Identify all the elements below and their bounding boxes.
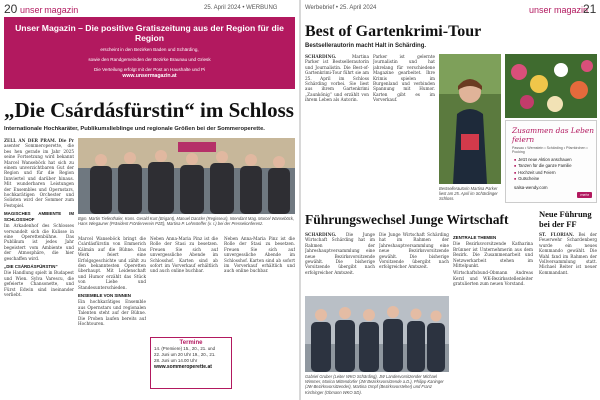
article-column-1 [305, 54, 369, 204]
termine-box [150, 337, 232, 389]
jw-group-caption: Gabriel Gruber (Leiter WKO Schärding), JW Landesvorsitzender Michael Wimmer, Marina Mittendorfer (JW Bezirksvorsitzende a.D.), Philipp Kaninger (JW-Bezirksvorsitzender), Martina Ornpf (Bezirksvorsteher) und Franz Kirchinger (Obmann WKO SD). [305, 374, 444, 395]
subheading: ENSEMBLE VON SINNEN [78, 293, 131, 299]
header-brand [20, 5, 78, 15]
article-column-3 [150, 236, 218, 334]
ad-more-button[interactable]: mehr [577, 192, 592, 198]
column-text: Wirtschaftsbund-Obmann Andreas Kerzl und WK-Bezirksstellenleiter gratulierten zum neuen Vorstand. [453, 270, 533, 287]
article-headline: Best of Gartenkrimi-Tour [305, 23, 482, 40]
column-text: Die Junge Wirtschaft Schärding hat im Rahmen der Jahreshauptversammlung eine neue Bezirksvorsitzende gewählt. Die bisherige Vorsitzende übergibt nach erfolgreicher Amtszeit. [379, 232, 449, 270]
author-photo-image [439, 54, 501, 184]
brand-magazin: magazin [44, 5, 79, 15]
column-text: Die Junge Wirtschaft Schärding hat im Rahmen der Jahreshauptversammlung eine neue Bezirksvorsitzende gewählt. Die bisherige Vorsitzende übergibt nach erfolgreicher Amtszeit. [305, 232, 375, 275]
ad-list-item: ■ Gutscheine [514, 176, 596, 182]
dateline: ZELL AN DER PRAM. Die Pr [4, 138, 74, 143]
flowers-image [505, 54, 597, 118]
brand-label: unser magazin [529, 5, 589, 15]
article-column-2 [78, 236, 146, 394]
dateline: SCHÄRDING. [305, 232, 337, 237]
promo-banner [4, 17, 295, 89]
page-number: 21 [583, 2, 597, 16]
column-text: asenter Sommeroperette, die bes hen gerade im Jahr 2025 seine Fortsetzung wird bekannt Marcel Wanseböck hat sich zu einem unverzichtbaren Gut der Region und für die Region Innviertel und darüber hinaus. Mit wunderbaren Leistungen der Ensembles und Opernstars, hochkarätigen Orchester und Solisten wird der Sommer zum Festspiel. [4, 143, 74, 208]
article-subhead: Internationale Hochkaräter, Publikumslieblinge und regionale Größen bei der Sommeroperette. [4, 126, 265, 132]
article-subhead: Bestsellerautorin macht Halt in Schärding. [305, 43, 427, 49]
column-text: Ein hochkarätiges Ensemble aus Opernstars und regionalen Talenten steht auf der Bühne. Die Proben laufen bereits auf Hochtouren. [78, 299, 146, 327]
column-text: Bei der Feuerwehr Schardenberg wurde ein neues Kommando gewählt. Die Wahl fand im Rahmen der Vollversammlung statt. Michael Reiter ist neuer Kommandant. [539, 232, 597, 275]
brand-label: unser [20, 5, 43, 15]
page-number: 20 [4, 2, 18, 16]
dateline: ST. FLORIAN. [539, 232, 574, 237]
subheading: „DIE CSÁRDÁSFÜRSTIN“ [4, 263, 58, 269]
article-column-2 [373, 54, 435, 204]
column-text: Marcel Wanseböck bringt die Csárdásfürstin von Emmerich Kálmán auf die Bühne. Das Werk feiert eine Erfolgsgeschichte und zählt zu den bekanntesten Operetten überhaupt. Mit Leidenschaft und Humor erzählt das Stück von Liebe und Standesunterschieden. [78, 236, 146, 290]
ff-article-column [539, 232, 597, 394]
ad-list-item: ■ Jetzt neue Aktion anschauen [514, 157, 596, 163]
article-column-1 [4, 138, 74, 394]
header-brand [529, 5, 588, 15]
article-column-3 [453, 232, 533, 394]
column-text: Die Handlung spielt in Budapest und Wien. Sylva Varescu, die gefeierte Chansonette, und Fürst Edwin sind ineinander verliebt. [4, 270, 74, 297]
subheading: MAGISCHES AMBIENTE IM SCHLOSSHOF [4, 211, 74, 222]
author-photo [439, 54, 501, 184]
jw-group-image [305, 296, 449, 372]
ad-list-item: ■ Hochzeit und Feiern [514, 170, 596, 176]
article-column-1 [305, 232, 375, 294]
termine-title: Termine [179, 340, 203, 346]
termine-line: 28. Juni um 14.00 Uhr [154, 357, 198, 363]
flowers-photo [505, 54, 597, 118]
author-caption: Bestsellerautorin Martina Parker liest am 25. April im Schärdinger Schloss. [439, 186, 498, 202]
termine-url[interactable]: www.sommeroperette.at [154, 364, 212, 371]
ad-list-item: ■ Tanzen für die ganze Familie [514, 163, 596, 169]
column-text: Neben Anna-Maria Pinz ist die Rolle der Stasi zu besetzen. Freuen Sie sich auf unvergessliche Abende im Schlosshof. Karten sind ab sofort im Vorverkauf erhältlich und auch online buchbar. [150, 236, 218, 274]
dance-school-ad[interactable] [505, 120, 597, 203]
column-text: Parker ist gelernte Journalistin und hat jahrelang für verschiedene Magazine gearbeitet. Ihre Krimis spielen im Burgenland und verbinden Spannung mit Humor. Karten gibt es im Vorverkauf. [373, 54, 435, 103]
article-headline: „Die Csárdásfürstin“ im Schloss [4, 98, 294, 122]
article-headline: Neue Führung bei der FF [539, 209, 592, 229]
left-page [0, 0, 299, 400]
ad-list [514, 157, 596, 182]
column-text: Die Bezirksvorsitzende Katharina Brünner ist Unternehmerin aus dem Bezirk. Die Zusammenarbeit und Netzwerkarbeit stehen im Mittelpunkt. [453, 241, 533, 269]
banner-title: Unser Magazin – Die positive Gratiszeitung aus der Region für die Region [15, 23, 284, 43]
header-date: Werbebrief • 25. April 2024 [305, 5, 377, 11]
header-date: 25. April 2024 • WERBUNG [204, 5, 278, 11]
termine-line: 14. (Premiere) 15., 20., 21. und [154, 346, 216, 351]
ad-title: Zusammen das Leben feiern [512, 126, 595, 144]
banner-line-1: erscheint in den Bezirken Baden und Schärding, [100, 47, 199, 52]
banner-url[interactable]: www.unsermagazin.at [122, 73, 177, 80]
group-photo-image [78, 138, 295, 214]
article-column-4 [224, 236, 295, 394]
right-page [301, 0, 600, 400]
termine-line: 22. Juni um 20 Uhr 19., 20., 21. [154, 351, 216, 357]
press-conference-photo [78, 138, 295, 214]
article-headline: Führungswechsel Junge Wirtschaft [305, 212, 509, 227]
banner-line-3: Die Verteilung erfolgt mit der Post an Haushalte und Pi [93, 66, 206, 72]
ad-url[interactable]: salsa-wendy.com [514, 185, 548, 191]
article-column-2 [379, 232, 449, 294]
column-text: Im Arkadenhof des Schlosses verwandelt sich die Kulisse in eine Operettenbühne. Das Publikum ist jedes Jahr begeistert vom Ambiente und der Atmosphäre, die hier geschaffen wird. [4, 223, 74, 261]
column-text: Neben Anna-Maria Pinz ist die Rolle der Stasi zu besetzen. Freuen Sie sich auf unvergessliche Abende im Schlosshof. Karten sind ab sofort im Vorverkauf erhältlich und auch online buchbar. [224, 236, 295, 274]
dateline: SCHÄRDING. [305, 54, 337, 59]
subheading: ZENTRALE THEMEN [453, 235, 497, 240]
ad-locations: Passau • Wernstein • Schärding • Pfarrkirchen • Pocking [512, 146, 588, 154]
jw-group-photo [305, 296, 449, 372]
banner-line-2: sowie den Randgemeinden der Bezirke Braunau und Griesk [88, 56, 211, 62]
column-text: Martina Parker ist Bestsellerautorin und Journalistin. Die Best-of-Gartenkrimi-Tour führt sie am 25. April im Schloss Schärding vorbei. Sie liest aus ihrem Gartenkrimi „Zaunkönig“ und erzählt von ihrem Leben als Autorin. [305, 54, 369, 103]
photo-caption: Bgm. Martin Tiefenthaler, Kons. Gerald Kurt (Brigant), Manuel Danzler (Regisseur), Intendant Mag. Marcel Wanseböck, Hans Wiegauner (Präsident Frörderverein PZE), Martina P. Lehnsteffer (v. r.) bei der Pressekonferenz. [78, 216, 295, 227]
